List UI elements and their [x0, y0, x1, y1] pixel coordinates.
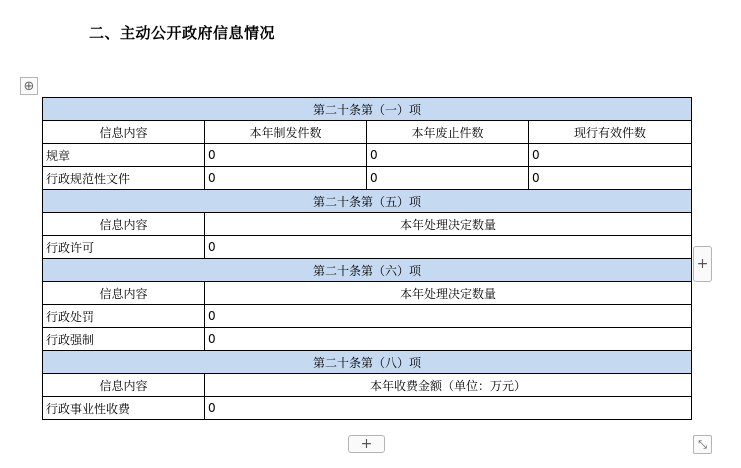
header-cell[interactable]: 本年制发件数	[205, 121, 367, 144]
table-row	[43, 144, 692, 167]
header-cell[interactable]: 本年处理决定数量	[205, 213, 692, 236]
row-label[interactable]: 行政规范性文件	[43, 167, 205, 190]
add-row-button[interactable]	[348, 435, 385, 453]
section-title-row	[43, 351, 692, 374]
valid-count[interactable]: 0	[529, 144, 692, 167]
issued-count[interactable]: 0	[205, 144, 367, 167]
header-cell[interactable]: 本年废止件数	[367, 121, 529, 144]
header-cell[interactable]: 信息内容	[43, 282, 205, 305]
section-heading: 二、主动公开政府信息情况	[89, 24, 276, 42]
section-title-row	[43, 259, 692, 282]
header-row	[43, 282, 692, 305]
row-label[interactable]: 行政强制	[43, 328, 205, 351]
decision-count[interactable]: 0	[205, 236, 692, 259]
table-row	[43, 305, 692, 328]
header-cell[interactable]: 信息内容	[43, 374, 205, 397]
header-cell[interactable]: 信息内容	[43, 121, 205, 144]
issued-count[interactable]: 0	[205, 167, 367, 190]
plus-icon: +	[696, 256, 709, 272]
section-title-row	[43, 190, 692, 213]
move-icon: ⊕	[23, 78, 35, 94]
fee-amount[interactable]: 0	[205, 397, 692, 420]
header-row	[43, 121, 692, 144]
header-row	[43, 374, 692, 397]
table-resize-handle[interactable]	[693, 435, 712, 454]
row-label[interactable]: 规章	[43, 144, 205, 167]
table-move-handle[interactable]	[20, 77, 38, 95]
header-cell[interactable]: 现行有效件数	[529, 121, 692, 144]
resize-icon: ⤡	[698, 437, 707, 451]
section-title[interactable]: 第二十条第（八）项	[43, 351, 692, 374]
valid-count[interactable]: 0	[529, 167, 692, 190]
table-row	[43, 328, 692, 351]
row-label[interactable]: 行政事业性收费	[43, 397, 205, 420]
row-label[interactable]: 行政许可	[43, 236, 205, 259]
decision-count[interactable]: 0	[205, 305, 692, 328]
header-cell[interactable]: 本年处理决定数量	[205, 282, 692, 305]
table-row	[43, 236, 692, 259]
section-title-row	[43, 98, 692, 121]
header-cell[interactable]: 信息内容	[43, 213, 205, 236]
table-row	[43, 397, 692, 420]
add-column-button[interactable]	[693, 246, 712, 282]
section-title[interactable]: 第二十条第（一）项	[43, 98, 692, 121]
abolished-count[interactable]: 0	[367, 167, 529, 190]
header-row	[43, 213, 692, 236]
table-row	[43, 167, 692, 190]
decision-count[interactable]: 0	[205, 328, 692, 351]
plus-icon: +	[360, 436, 373, 452]
section-title[interactable]: 第二十条第（五）项	[43, 190, 692, 213]
disclosure-table	[42, 97, 692, 420]
header-cell[interactable]: 本年收费金额（单位：万元）	[205, 374, 692, 397]
row-label[interactable]: 行政处罚	[43, 305, 205, 328]
section-title[interactable]: 第二十条第（六）项	[43, 259, 692, 282]
abolished-count[interactable]: 0	[367, 144, 529, 167]
